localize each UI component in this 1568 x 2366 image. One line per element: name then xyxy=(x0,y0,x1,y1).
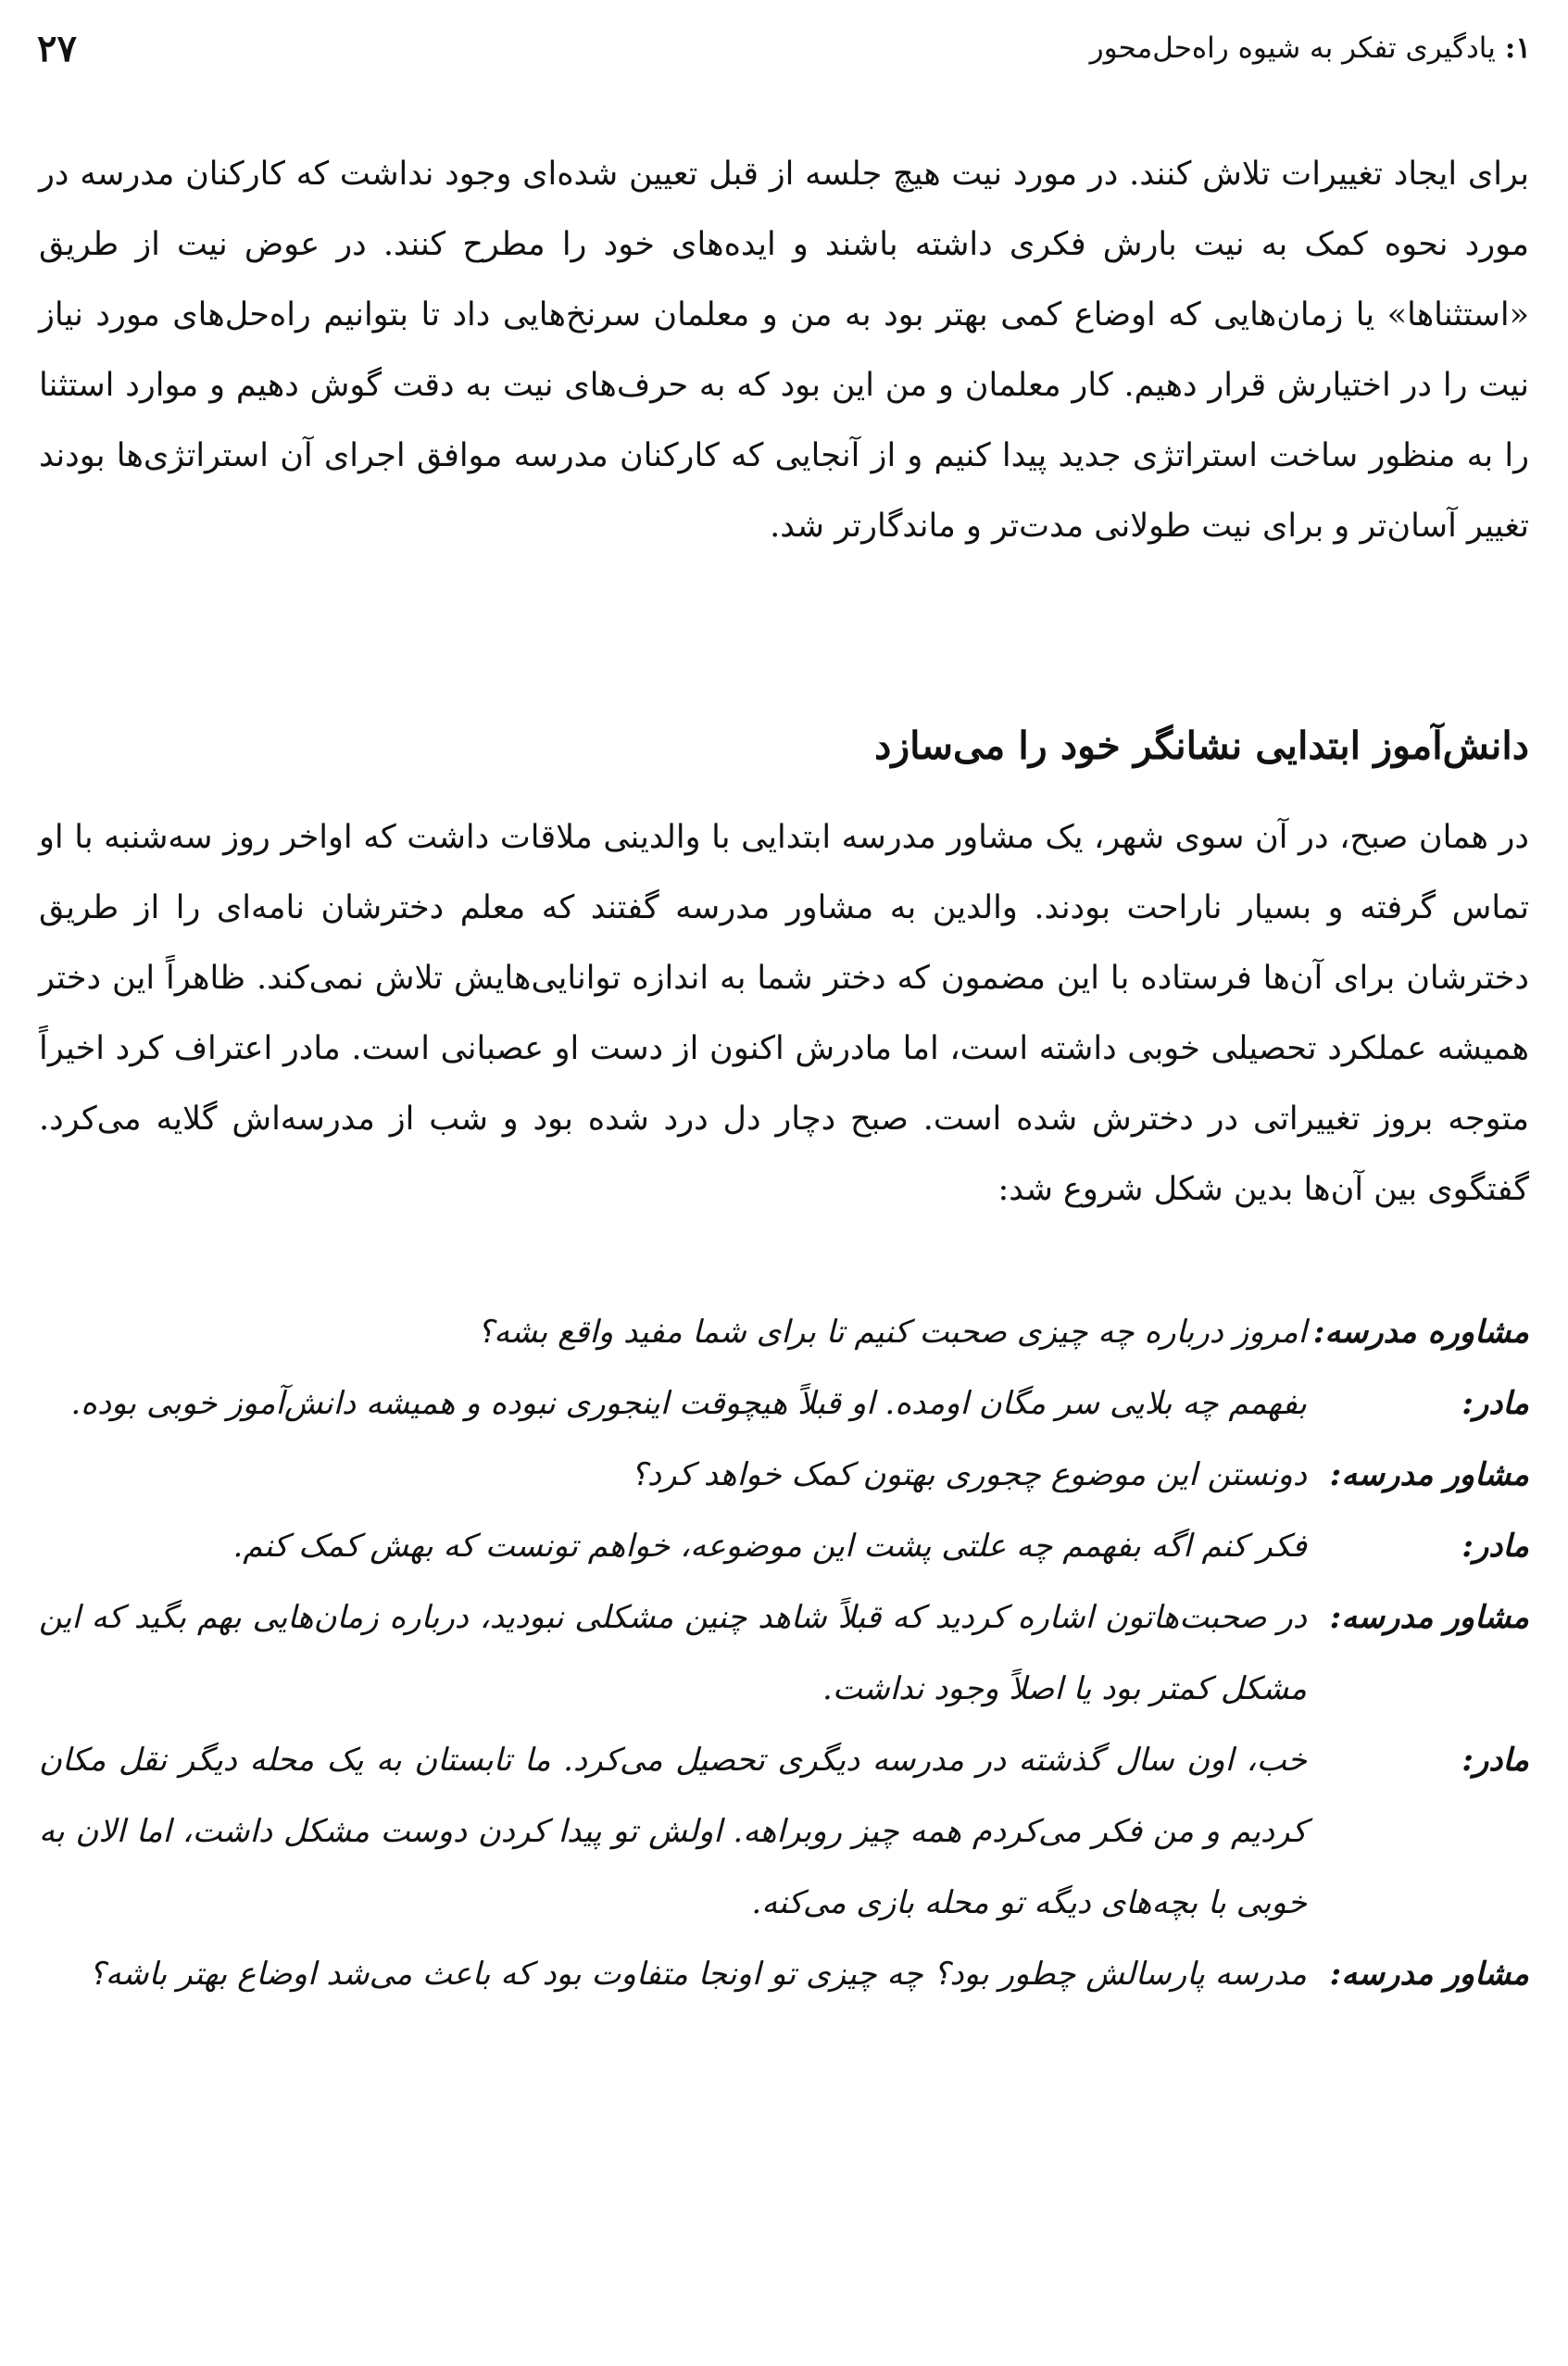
chapter-number: ۱: xyxy=(1504,31,1531,65)
page-header xyxy=(37,20,1531,76)
dialogue-turn xyxy=(39,1368,1529,1440)
utterance: در صحبت‌هاتون اشاره کردید که قبلاً شاهد چنین مشکلی نبودید، درباره زمان‌هایی بهم بگید که این مشکل کمتر بود یا اصلاً وجود نداشت. xyxy=(39,1599,1307,1707)
dialogue-turn xyxy=(39,1440,1529,1511)
speaker-label: مشاوره مدرسه: xyxy=(1312,1314,1529,1351)
utterance: مدرسه پارسالش چطور بود؟ چه چیزی تو اونجا متفاوت بود که باعث می‌شد اوضاع بهتر باشه؟ xyxy=(88,1956,1307,1993)
speaker-label: مشاور مدرسه: xyxy=(1329,1456,1529,1493)
utterance: فکر کنم اگه بفهمم چه علتی پشت این موضوعه، خواهم تونست که بهش کمک کنم. xyxy=(232,1528,1307,1565)
body-paragraph-2: در همان صبح، در آن سوی شهر، یک مشاور مدرسه ابتدایی با والدینی ملاقات داشت که اواخر روز سه‌شنبه با او تماس گرفته و بسیار ناراحت بودند. والدین به مشاور مدرسه گفتند که معلم دخترشان نامه‌ای را از طریق دخترشان برای آن‌ها فرستاده با این مضمون که دختر شما به اندازه توانایی‌هایش تلاش نمی‌کند. ظاهراً این دختر همیشه عملکرد تحصیلی خوبی داشته است، اما مادرش اکنون از دست او عصبانی است. مادر اعتراف کرد اخیراً متوجه بروز تغییراتی در دخترش شده است. صبح دچار دل درد شده بود و شب از مدرسه‌اش گلایه می‌کرد. گفتگوی بین آن‌ها بدین شکل شروع شد: xyxy=(39,819,1529,1208)
speaker-label: مشاور مدرسه: xyxy=(1329,1599,1529,1636)
body-paragraph-1: برای ایجاد تغییرات تلاش کنند. در مورد نیت هیچ جلسه از قبل تعیین شده‌ای وجود نداشت که کارکنان مدرسه در مورد نحوه کمک به نیت بارش فکری داشته باشند و ایده‌های خود را مطرح کنند. در عوض نیت از طریق «استثناها» یا زمان‌هایی که اوضاع کمی بهتر بود به من و معلمان سرنخ‌هایی داد تا بتوانیم راه‌حل‌های مورد نیاز نیت را در اختیارش قرار دهیم. کار معلمان و من این بود که به حرف‌های نیت به دقت گوش دهیم و موارد استثنا را به منظور ساخت استراتژی جدید پیدا کنیم و از آنجایی که کارکنان مدرسه موافق اجرای آن استراتژی‌ها بودند تغییر آسان‌تر و برای نیت طولانی مدت‌تر و ماندگارتر شد. xyxy=(39,156,1529,545)
section-heading: دانش‌آموز ابتدایی نشانگر خود را می‌سازد xyxy=(874,724,1529,768)
utterance: بفهمم چه بلایی سر مگان اومده. او قبلاً هیچوقت اینجوری نبوده و همیشه دانش‌آموز خوبی بوده. xyxy=(70,1385,1307,1422)
dialogue-turn xyxy=(39,1511,1529,1582)
dialogue-turn xyxy=(39,1582,1529,1725)
utterance: خب، اون سال گذشته در مدرسه دیگری تحصیل می‌کرد. ما تابستان به یک محله دیگر نقل مکان کردیم و من فکر می‌کردم همه چیز روبراهه. اولش تو پیدا کردن دوست مشکل داشت، اما الان به خوبی با بچه‌های دیگه تو محله بازی می‌کنه. xyxy=(39,1742,1307,1921)
running-head xyxy=(1090,31,1531,65)
speaker-label: مادر: xyxy=(1461,1742,1529,1779)
dialogue-turn xyxy=(39,1939,1529,2010)
dialogue-turn xyxy=(39,1297,1529,1368)
page-number: ۲۷ xyxy=(37,26,77,70)
speaker-label: مادر: xyxy=(1461,1528,1529,1565)
chapter-title: یادگیری تفکر به شیوه راه‌حل‌محور xyxy=(1089,31,1496,65)
dialogue-turn xyxy=(39,1725,1529,1939)
utterance: دونستن این موضوع چجوری بهتون کمک خواهد کرد؟ xyxy=(630,1456,1307,1493)
speaker-label: مادر: xyxy=(1461,1385,1529,1422)
speaker-label: مشاور مدرسه: xyxy=(1329,1956,1529,1993)
utterance: امروز درباره چه چیزی صحبت کنیم تا برای شما مفید واقع بشه؟ xyxy=(477,1314,1307,1351)
dialogue xyxy=(39,1297,1529,2010)
